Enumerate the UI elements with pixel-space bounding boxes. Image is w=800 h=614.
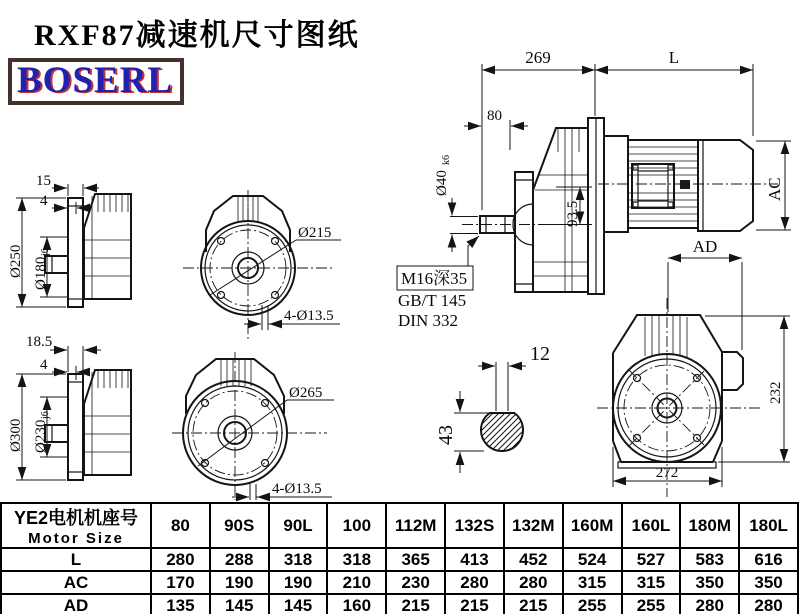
flange-plate — [68, 374, 83, 480]
view-assembly-side — [397, 48, 791, 330]
column-header-132S: 132S — [445, 503, 504, 548]
cell-AC-160L: 315 — [622, 571, 681, 594]
cell-L-90L: 318 — [269, 548, 328, 571]
cell-AC-80: 170 — [151, 571, 210, 594]
dim-key-height: 43 — [435, 425, 457, 445]
page-title: RXF87减速机尺寸图纸 — [34, 19, 360, 52]
cell-AC-90L: 190 — [269, 571, 328, 594]
cell-AD-112M: 215 — [386, 594, 445, 614]
cell-AD-100: 160 — [327, 594, 386, 614]
dim-spigot: Ø230 — [33, 419, 49, 453]
dim-gear-length: 269 — [525, 48, 551, 67]
cell-L-80: 280 — [151, 548, 210, 571]
gear-housing — [84, 194, 131, 299]
view-output-side-small — [8, 173, 131, 307]
cell-L-112M: 365 — [386, 548, 445, 571]
cell-L-132S: 413 — [445, 548, 504, 571]
column-header-90L: 90L — [269, 503, 328, 548]
cell-AD-160M: 255 — [563, 594, 622, 614]
column-header-180M: 180M — [680, 503, 739, 548]
dim-spigot: Ø180 — [33, 256, 49, 290]
cell-AD-180M: 280 — [680, 594, 739, 614]
column-header-90S: 90S — [210, 503, 269, 548]
shaft-section — [481, 413, 523, 451]
dim-spigot-tol: j6 — [40, 411, 51, 419]
housing-top — [613, 315, 722, 353]
dim-bolt-circle: Ø265 — [289, 385, 323, 401]
brand-logo-text: BOSERL — [17, 60, 174, 101]
dim-shaft-length: 80 — [487, 108, 502, 124]
row-label-AC: AC — [1, 571, 151, 594]
view-front-small — [183, 190, 341, 340]
dim-flange-od: Ø300 — [8, 418, 24, 452]
cell-L-100: 318 — [327, 548, 386, 571]
dim-shaft-tol: k6 — [441, 155, 452, 165]
mount-flange — [515, 172, 533, 292]
dim-axis-height: 93.5 — [565, 200, 581, 227]
motor-size-label-cn: YE2电机机座号 — [13, 508, 139, 528]
cell-AC-160M: 315 — [563, 571, 622, 594]
table-row-AC — [1, 571, 798, 594]
cell-AD-132S: 215 — [445, 594, 504, 614]
shaft-center-cap — [680, 180, 690, 189]
column-header-100: 100 — [327, 503, 386, 548]
cell-AC-180L: 350 — [739, 571, 798, 594]
view-output-side-large — [8, 334, 131, 480]
cell-L-160M: 524 — [563, 548, 622, 571]
fan-cowl — [698, 140, 753, 231]
dim-key-width: 12 — [530, 343, 550, 365]
dim-ad: AD — [692, 237, 718, 256]
cell-L-160L: 527 — [622, 548, 681, 571]
dim-motor-dia: AC — [765, 177, 784, 201]
motor-size-label-en: Motor Size — [28, 530, 124, 547]
dimension-table — [0, 502, 799, 614]
cell-AD-132M: 215 — [504, 594, 563, 614]
cell-L-90S: 288 — [210, 548, 269, 571]
dim-width: 272 — [655, 465, 679, 481]
dim-shaft-dia: Ø40 — [434, 170, 450, 196]
cell-AC-90S: 190 — [210, 571, 269, 594]
view-shaft-key-section — [435, 343, 550, 473]
cell-AC-132M: 280 — [504, 571, 563, 594]
column-header-160L: 160L — [622, 503, 681, 548]
motor-size-header — [1, 503, 151, 548]
note-std-1: GB/T 145 — [398, 291, 467, 310]
row-label-AD: AD — [1, 594, 151, 614]
view-front-output-end — [597, 237, 790, 497]
dim-lip: 4 — [40, 357, 48, 373]
cell-AC-132S: 280 — [445, 571, 504, 594]
cell-AD-90S: 145 — [210, 594, 269, 614]
cell-AD-180L: 280 — [739, 594, 798, 614]
dim-spigot-tol: j6 — [40, 248, 51, 256]
gear-housing — [84, 370, 131, 475]
dim-bolt-circle: Ø215 — [298, 225, 332, 241]
view-front-large — [172, 352, 334, 500]
row-label-L: L — [1, 548, 151, 571]
table-row-AD — [1, 594, 798, 614]
dim-motor-length: L — [668, 48, 680, 67]
flange-plate — [68, 198, 83, 307]
cell-L-180M: 583 — [680, 548, 739, 571]
table-row-L — [1, 548, 798, 571]
dim-flange-od: Ø250 — [8, 244, 24, 278]
column-header-180L: 180L — [739, 503, 798, 548]
cell-AD-90L: 145 — [269, 594, 328, 614]
dim-holes: 4-Ø13.5 — [284, 308, 334, 324]
cell-L-132M: 452 — [504, 548, 563, 571]
cell-AD-160L: 255 — [622, 594, 681, 614]
cell-AC-100: 210 — [327, 571, 386, 594]
cell-L-180L: 616 — [739, 548, 798, 571]
note-tap: M16深35 — [401, 269, 468, 288]
dim-holes: 4-Ø13.5 — [272, 481, 322, 497]
dim-width: 18.5 — [26, 334, 53, 350]
column-header-112M: 112M — [386, 503, 445, 548]
column-header-132M: 132M — [504, 503, 563, 548]
column-header-80: 80 — [151, 503, 210, 548]
side-box — [722, 352, 743, 390]
dim-height: 232 — [768, 381, 784, 404]
cell-AC-180M: 350 — [680, 571, 739, 594]
cell-AD-80: 135 — [151, 594, 210, 614]
dim-width: 15 — [36, 173, 51, 189]
dim-lip: 4 — [40, 193, 48, 209]
column-header-160M: 160M — [563, 503, 622, 548]
cell-AC-112M: 230 — [386, 571, 445, 594]
note-std-2: DIN 332 — [398, 311, 458, 330]
